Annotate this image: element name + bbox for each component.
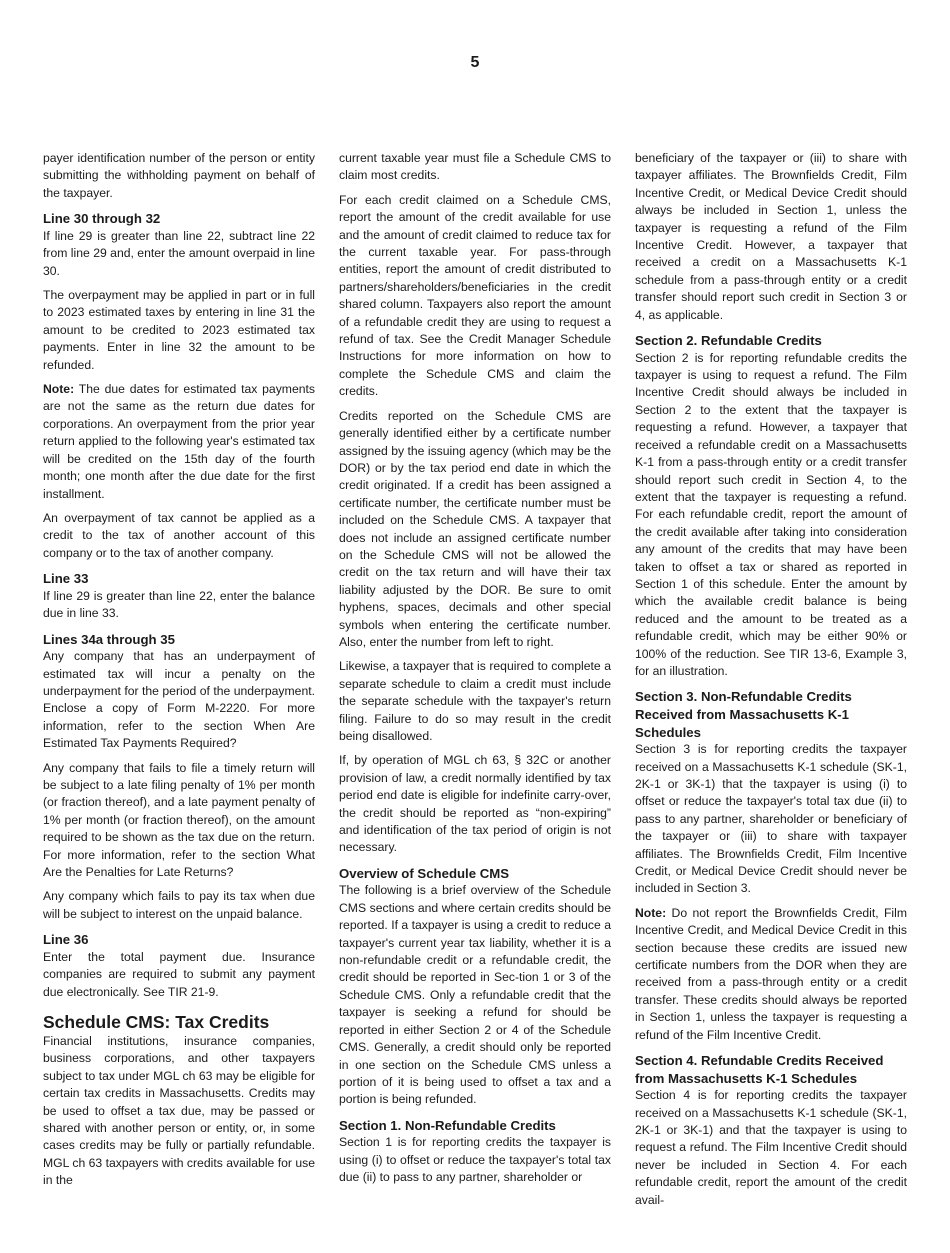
paragraph-separate-schedule: Likewise, a taxpayer that is required to complete a separate schedule to claim a credit must include the separate schedule with the taxpayer's return filing. Failure to do so may result in the credit being disallowed. — [339, 659, 611, 743]
paragraph-unpaid-interest: Any company which fails to pay its tax when due will be subject to interest on the unpaid balance. — [43, 889, 315, 921]
note-label: Note: — [43, 382, 75, 397]
heading-section-1: Section 1. Non-Refundable Credits — [339, 1117, 556, 1133]
note-due-dates — [43, 381, 315, 503]
paragraph-line-30-estimated: The overpayment may be applied in part or in full to 2023 estimated taxes by entering in line 31 the amount to be credited to 2023 estimated tax payments. Enter in line 32 the amount to be refunded. — [43, 288, 315, 372]
paragraph-claim-credits-continued: current taxable year must file a Schedule CMS to claim most credits. — [339, 151, 611, 183]
paragraph-late-filing-penalty: Any company that fails to file a timely return will be subject to a late filing penalty of 1% per month (or fraction thereof), and a late payment penalty of 1% per month (or fraction thereof), on the amount required to be shown as the tax due on the return. For more information, refer to the section What Are the Penalties for Late Returns? — [43, 760, 315, 879]
paragraph-line-30-overpaid: If line 29 is greater than line 22, subtract line 22 from line 29 and, enter the amount overpaid in line 30. — [43, 228, 315, 278]
heading-overview-schedule-cms: Overview of Schedule CMS — [339, 865, 510, 881]
heading-section-2: Section 2. Refundable Credits — [635, 333, 822, 349]
paragraph-section-4: Section 4 is for reporting credits the taxpayer received on a Massachusetts K-1 schedule (SK-1, 2K-1 or 3K-1) and that the taxpayer is using to request a refund. The Film Incentive Credit should never be included in Section 4. For each refundable credit, report the amount of the credit avail- — [635, 1088, 907, 1207]
note-text: Do not report the Brownfields Credit, Film Incentive Credit, and Medical Device Credit in this section because these credits are issued new certificate numbers from the DOR when they are received from a pass-through entity or a credit transfer. These credits should always be reported in Section 1, unless the taxpayer is requesting a refund of the Film Incentive Credit. — [635, 905, 907, 1042]
paragraph-underpayment-penalty: Any company that has an underpayment of estimated tax will incur a penalty on the underpayment for the period of the underpayment. Enclose a copy of Form M-2220. For more information, refer to the section When Are Estimated Tax Payments Required? — [43, 649, 315, 751]
paragraph-beneficiary-continued: beneficiary of the taxpayer or (iii) to share with taxpayer affiliates. The Brownfields Credit, Film Incentive Credit, or Medical Device Credit should always be included in Section 1, unless the taxpayer is requesting a refund of the Film Incentive Credit. However, a taxpayer that received a credit on a Massachusetts K-1 schedule from a pass-through entity or a credit transfer should report such credit in Section 3 or 4, as applicable. — [635, 151, 907, 322]
paragraph-section-1: Section 1 is for reporting credits the taxpayer is using (i) to offset or reduce the taxpayer's total tax due (ii) to pass to any partner, shareholder or — [339, 1135, 611, 1185]
page-number: 5 — [470, 54, 480, 71]
paragraph-payer-id-continued: payer identification number of the person or entity submitting the withholding payment on behalf of the taxpayer. — [43, 151, 315, 200]
heading-lines-34a-35: Lines 34a through 35 — [43, 631, 175, 647]
note-label: Note: — [635, 905, 667, 920]
column-2 — [339, 150, 611, 1194]
paragraph-line-33: If line 29 is greater than line 22, enter the balance due in line 33. — [43, 588, 315, 621]
paragraph-each-credit: For each credit claimed on a Schedule CMS, report the amount of the credit available for use and the amount of credit claimed to reduce tax for the current taxable year. For pass-through entities, report the amount of credit distributed to partners/shareholders/beneficiaries in the credit shared column. Taxpayers also report the amount of a refundable credit they are using to request a refund of tax. See the Credit Manager Schedule Instructions for more information on how to complete the Schedule CMS and claim the credits. — [339, 192, 611, 399]
heading-line-33: Line 33 — [43, 571, 89, 587]
paragraph-section-2: Section 2 is for reporting refundable credits the taxpayer is using to request a refund. The Film Incentive Credit should always be included in Section 2 to the extent that the taxpayer is requesting a refund. However, a taxpayer that received a refundable credit on a Massachusetts K-1 from a pass-through entity or a credit transfer should report such credit in Section 4, to the extent that the taxpayer is requesting a refund. For each refundable credit, report the amount of the credit available after taking into consideration any amount of the credits that may have been taken to offset a tax or shared as reported in Section 1 of this schedule. Enter the amount by which the available credit balance is being reduced and the amount to be treated as a refundable credit, which may be either 90% or 100% of the reduction. See TIR 13-6, Example 3, for an illustration. — [635, 350, 907, 678]
heading-section-4: Section 4. Refundable Credits Received from Massachusetts K-1 Schedules — [635, 1053, 884, 1086]
paragraph-non-expiring: If, by operation of MGL ch 63, § 32C or another provision of law, a credit normally identified by tax period end date is eligible for indefinite carry-over, the credit should be reported as “non-expiring” and identification of the tax period of origin is not necessary. — [339, 753, 611, 855]
column-3 — [635, 150, 907, 1216]
heading-schedule-cms: Schedule CMS: Tax Credits — [43, 1012, 270, 1033]
paragraph-section-3: Section 3 is for reporting credits the taxpayer received on a Massachusetts K-1 schedule (SK-1, 2K-1 or 3K-1) that the taxpayer is using (i) to offset or reduce the taxpayer's total tax due (ii) to pass to any partner, shareholder or beneficiary of the taxpayer or (iii) to share with taxpayer affiliates. The Brownfields Credit, Film Incentive Credit, or Medical Device Credit should never be included in Section 3. — [635, 742, 907, 896]
note-brownfields — [635, 905, 907, 1044]
heading-line-36: Line 36 — [43, 932, 89, 948]
paragraph-schedule-cms-intro: Financial institutions, insurance companies, business corporations, and other taxpayers subject to tax under MGL ch 63 may be eligible for certain tax credits in Massachusetts. Credits may be used to offset a tax due, may be passed or shared with another person or entity, or, in some cases credits may be fully or partially refundable. MGL ch 63 taxpayers with credits available for use in the — [43, 1034, 315, 1188]
paragraph-overview: The following is a brief overview of the Schedule CMS sections and where certain credits should be reported. If a taxpayer is using a credit to reduce a taxpayer's current year tax liability, whether it is a non-refundable credit or a refundable credit, the credit should be reported in Sec-tion 1 or 3 of the Schedule CMS. Only a refundable credit that the taxpayer is seeking a refund for should be reported in either Section 2 or 4 of the Schedule CMS. Generally, a credit should only be reported in one section on the Schedule CMS unless a portion of it is being used to offset a tax and a portion is being refunded. — [339, 883, 611, 1107]
paragraph-overpayment-account: An overpayment of tax cannot be applied as a credit to the tax of another account of this company or to the tax of another company. — [43, 510, 315, 560]
heading-section-3: Section 3. Non-Refundable Credits Received from Massachusetts K-1 Schedules — [635, 689, 852, 740]
column-1 — [43, 150, 315, 1197]
note-text: The due dates for estimated tax payments are not the same as the return due dates for corporations. An overpayment from the prior year return applied to the following year's estimated tax will be credited on the 15th day of the fourth month; one month after the due date for the first installment. — [43, 382, 315, 501]
paragraph-credit-identification: Credits reported on the Schedule CMS are generally identified either by a certificate number assigned by the issuing agency (which may be the DOR) or by the tax period end date in which the credit originated. If a credit has been assigned a certificate number, the certificate number must be included on the Schedule CMS. A taxpayer that does not include an assigned certificate number on the Schedule CMS will not be allowed the credit on the tax return and will have their tax liability adjusted by the DOR. Be sure to omit hyphens, spaces, decimals and other special symbols when entering the certificate number. Also, enter the number from left to right. — [339, 408, 611, 649]
heading-line-30-32: Line 30 through 32 — [43, 211, 161, 227]
paragraph-line-36: Enter the total payment due. Insurance companies are required to submit any payment due electronically. See TIR 21-9. — [43, 949, 315, 999]
